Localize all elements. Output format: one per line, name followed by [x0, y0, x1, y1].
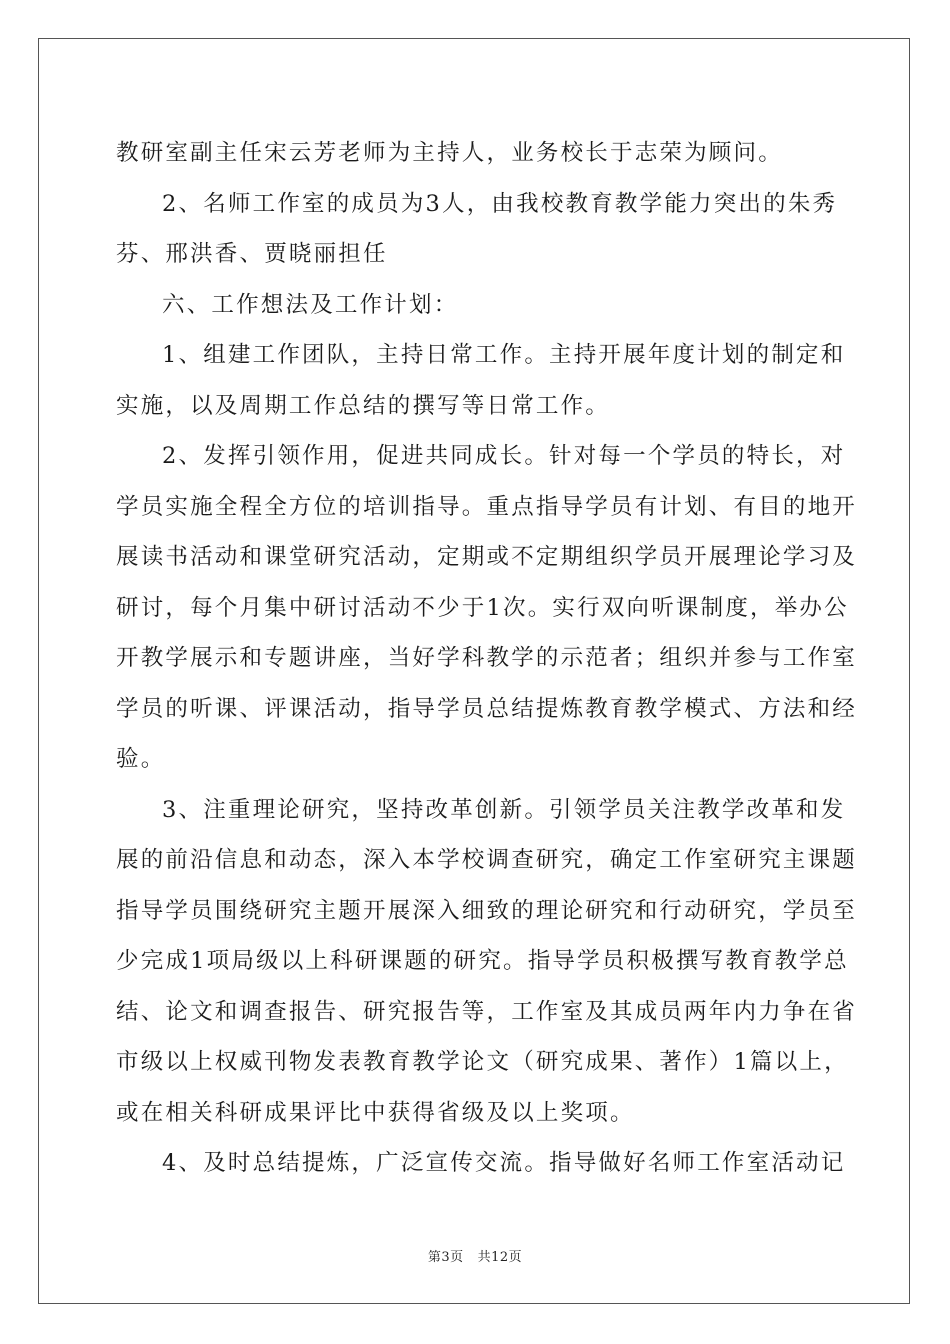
text-line: 2、发挥引领作用，促进共同成长。针对每一个学员的特长，对: [162, 443, 846, 469]
text-line: 芬、邢洪香、贾晓丽担任: [116, 241, 388, 267]
text-line: 研讨，每个月集中研讨活动不少于1次。实行双向听课制度，举办公: [116, 594, 849, 621]
page-number: 第3页: [427, 1250, 464, 1265]
page-total: 共12页: [477, 1250, 523, 1265]
text-line: 3、注重理论研究，坚持改革创新。引领学员关注教学改革和发: [162, 796, 846, 823]
page-footer: [0, 1246, 950, 1265]
text-line: 指导学员围绕研究主题开展深入细致的理论研究和行动研究，学员至: [116, 897, 858, 924]
text-line: 开教学展示和专题讲座，当好学科教学的示范者；组织并参与工作室: [116, 645, 858, 671]
text-line: 学员的听课、评课活动，指导学员总结提炼教育教学模式、方法和经: [116, 695, 858, 722]
text-line: 展读书活动和课堂研究活动，定期或不定期组织学员开展理论学习及: [116, 544, 858, 570]
document-body: [116, 128, 858, 1189]
text-line: 展的前沿信息和动态，深入本学校调查研究，确定工作室研究主课题: [116, 847, 858, 873]
text-line: 验。: [116, 746, 166, 772]
text-line: 学员实施全程全方位的培训指导。重点指导学员有计划、有目的地开: [116, 493, 858, 520]
text-line: 或在相关科研成果评比中获得省级及以上奖项。: [116, 1099, 635, 1126]
text-line: 2、名师工作室的成员为3人，由我校教育教学能力突出的朱秀: [162, 190, 838, 217]
text-line: 市级以上权威刊物发表教育教学论文（研究成果、著作）1篇以上，: [116, 1049, 849, 1075]
text-line: 教研室副主任宋云芳老师为主持人，业务校长于志荣为顾问。: [116, 140, 783, 166]
text-line: 结、论文和调查报告、研究报告等，工作室及其成员两年内力争在省: [116, 998, 858, 1025]
text-line: 1、组建工作团队，主持日常工作。主持开展年度计划的制定和: [162, 342, 846, 368]
text-line: 少完成1项局级以上科研课题的研究。指导学员积极撰写教育教学总: [116, 948, 849, 974]
text-line: 实施，以及周期工作总结的撰写等日常工作。: [116, 392, 611, 419]
text-line: 4、及时总结提炼，广泛宣传交流。指导做好名师工作室活动记: [162, 1150, 846, 1176]
section-heading: 六、工作想法及工作计划：: [162, 291, 459, 318]
